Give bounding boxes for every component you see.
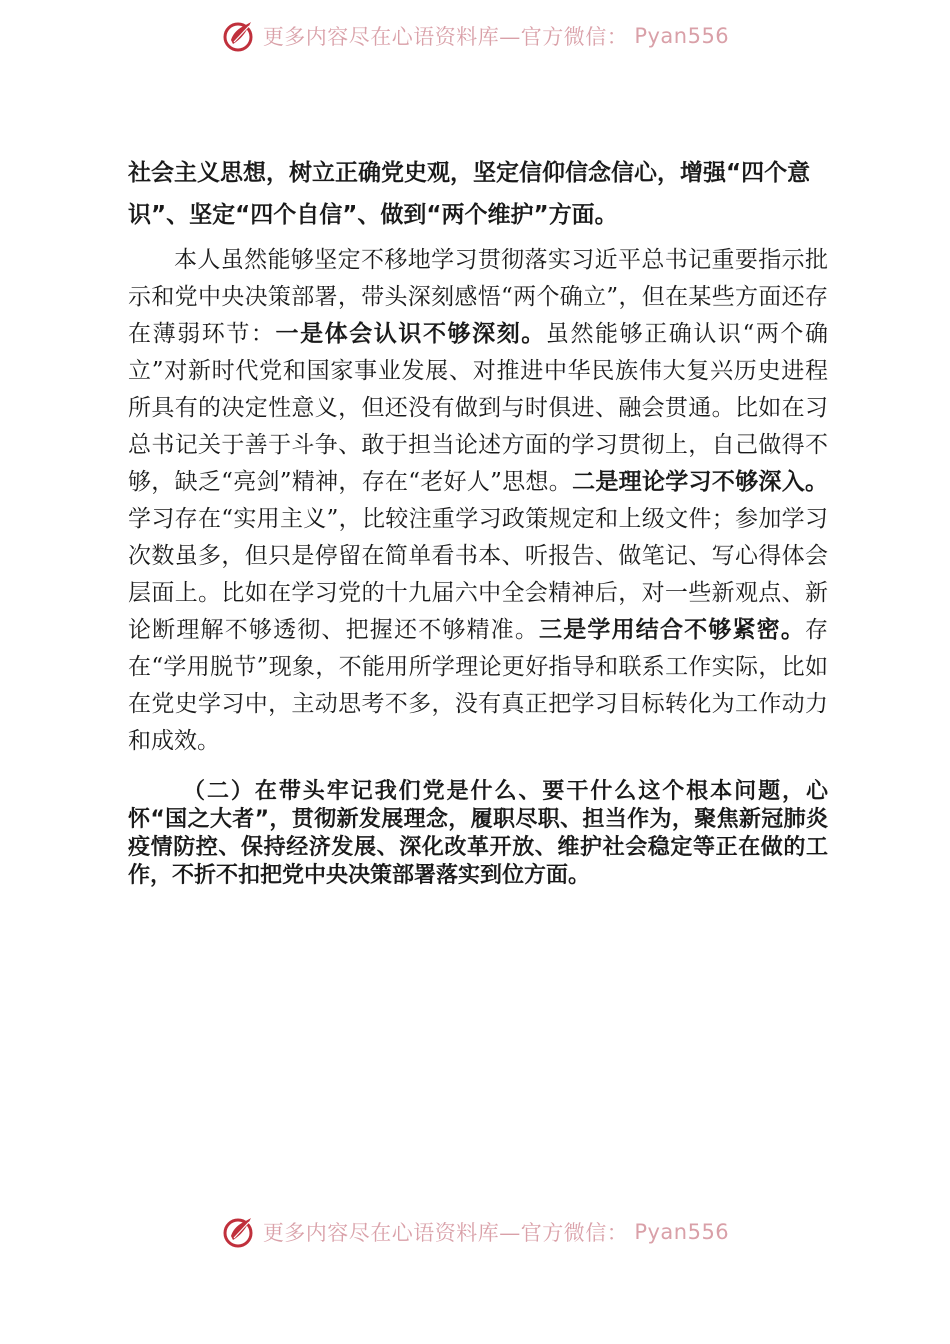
text-segment: 虽然能够正确认识“两个确立”对新时代党和国家事业发展、对推进中华民族伟大复兴历史进程所具有的决定性意义，但还没有做到与时俱进、融会贯通。比如在习总书记关于善于斗争、敢于担当论述方面的学习贯彻上，自己做得不够，缺乏“亮剑”精神，存在“老好人”思想。 [128, 321, 829, 495]
paragraph-self-review [128, 242, 828, 760]
watermark-text: 更多内容尽在心语资料库—官方微信： [262, 25, 629, 49]
text-segment: 本人虽然能够坚定不移地学习贯彻落实习近平总书记重要指示批示和党中央决策部署，带头深刻感悟“两个确立”，但在某些方面还存在薄弱环节： [128, 247, 828, 347]
watermark-text: 更多内容尽在心语资料库—官方微信： [262, 1221, 629, 1245]
bold-point-2: 二是理论学习不够深入。 [572, 469, 828, 495]
paragraph-bold-continuation: 社会主义思想，树立正确党史观，坚定信仰信念信心，增强“四个意识”、坚定“四个自信”、做到“两个维护”方面。 [128, 160, 811, 228]
document-body [128, 152, 828, 890]
text-segment: 存在“学用脱节”现象，不能用所学理论更好指导和联系工作实际，比如在党史学习中，主动思考不多，没有真正把学习目标转化为工作动力和成效。 [128, 617, 829, 754]
watermark-id: Pyan556 [634, 24, 730, 48]
bold-point-1: 一是体会认识不够深刻。 [275, 321, 546, 347]
bold-point-3: 三是学用结合不够紧密。 [539, 617, 806, 643]
footer-watermark [0, 1210, 950, 1254]
section-heading-2: （二）在带头牢记我们党是什么、要干什么这个根本问题，心怀“国之大者”，贯彻新发展理念，履职尽职、担当作为，聚焦新冠肺炎疫情防控、保持经济发展、深化改革开放、维护社会稳定等正在做的工作，不折不扣把党中央决策部署落实到位方面。 [128, 779, 828, 888]
watermark-logo-icon [221, 1214, 257, 1250]
text-segment: 学习存在“实用主义”，比较注重学习政策规定和上级文件；参加学习次数虽多，但只是停留在简单看书本、听报告、做笔记、写心得体会层面上。比如在学习党的十九届六中全会精神后，对一些新观点、新论断理解不够透彻、把握还不够精准。 [128, 506, 828, 643]
watermark-logo-icon [221, 18, 257, 54]
watermark-id: Pyan556 [634, 1220, 730, 1244]
header-watermark [0, 14, 950, 58]
